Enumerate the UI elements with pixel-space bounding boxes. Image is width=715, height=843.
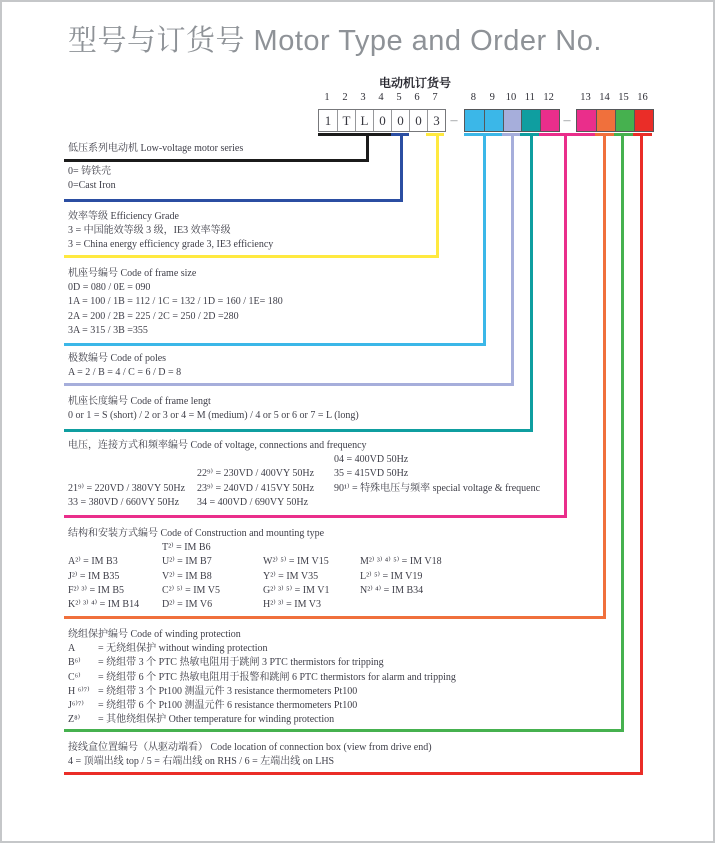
grid-cell: J²⁾ = IM B35 [68, 570, 120, 582]
page-title: 型号与订货号 Motor Type and Order No. [68, 25, 602, 57]
winding-code: C⁶⁾ [68, 671, 81, 683]
order-color-cell-8 [465, 110, 484, 131]
position-number-9: 9 [489, 92, 495, 103]
position-number-8: 8 [470, 92, 477, 103]
position-number-13: 13 [580, 92, 591, 103]
section-underline-efficiency [64, 255, 439, 258]
section-text-line: 3A = 315 / 3B =355 [68, 324, 148, 336]
winding-code: B⁶⁾ [68, 657, 81, 669]
order-color-cell-11 [521, 110, 540, 131]
section-title-frame-size: 机座号编号 Code of frame size [68, 268, 197, 279]
section-title-efficiency: 效率等级 Efficiency Grade [68, 211, 179, 222]
connector-line-poles [511, 133, 514, 386]
section-grid-row [68, 555, 442, 569]
order-color-cell-12 [540, 110, 559, 131]
grid-cell: K²⁾ ³⁾ ⁴⁾ = IM B14 [68, 598, 140, 610]
section-underline-frame-size [64, 343, 486, 346]
section-title-connection-box: 接线盒位置编号（从驱动端看） Code location of connection box (view from drive end) [68, 742, 432, 753]
position-number-11: 11 [524, 92, 535, 103]
model-char-cell-1: 1 [324, 112, 332, 128]
section-underline-frame-length [64, 429, 533, 432]
section-grid-row [68, 496, 367, 510]
section-text-line: 3 = China energy efficiency grade 3, IE3 efficiency [68, 239, 274, 251]
section-title-winding-protection: 绕组保护编号 Code of winding protection [68, 629, 241, 640]
model-char-cell-4: 0 [373, 110, 391, 131]
separator-dash-1: – [450, 113, 458, 128]
section-connection-box [68, 741, 432, 769]
winding-code: J⁶⁾⁷⁾ [68, 699, 84, 711]
model-code-boxes [318, 109, 446, 132]
winding-code: A [68, 643, 76, 655]
section-underline-cast-iron [64, 199, 403, 202]
connector-bar-voltage [539, 133, 595, 136]
grid-cell: H²⁾ ³⁾ = IM V3 [263, 598, 322, 610]
section-text-line: 2A = 200 / 2B = 225 / 2C = 250 / 2D =280 [68, 310, 239, 322]
order-color-cell-10 [503, 110, 522, 131]
grid-cell: F²⁾ ³⁾ = IM B5 [68, 584, 125, 596]
grid-cell: T²⁾ = IM B6 [162, 542, 211, 554]
grid-cell: 23⁹⁾ = 240VD / 415VY 50Hz [197, 482, 315, 494]
section-text-line: 0=Cast Iron [68, 180, 116, 192]
winding-description: = 其他绕组保护 Other temperature for winding protection [98, 714, 335, 726]
grid-cell: W²⁾ ⁵⁾ = IM V15 [263, 556, 329, 568]
position-number-5: 5 [396, 92, 402, 103]
section-grid-row [68, 482, 541, 496]
section-title-voltage: 电压，连接方式和频率编号 Code of voltage, connections and frequency [68, 440, 367, 451]
connector-line-connection-box [640, 133, 643, 775]
section-title-construction-mounting: 结构和安装方式编号 Code of Construction and mounting type [68, 528, 325, 539]
position-number-3: 3 [360, 92, 366, 103]
winding-code-row [68, 685, 358, 699]
grid-cell: G²⁾ ³⁾ ⁵⁾ = IM V1 [263, 584, 330, 596]
winding-code: H ⁶⁾⁷⁾ [68, 685, 90, 697]
grid-cell: A²⁾ = IM B3 [68, 556, 118, 568]
connector-line-cast-iron [400, 133, 403, 202]
section-grid-row [68, 584, 424, 598]
position-number-14: 14 [599, 92, 610, 103]
section-series [68, 142, 243, 156]
connector-bar-series [318, 133, 392, 136]
winding-code-row [68, 642, 268, 656]
order-color-cell-14 [596, 110, 615, 131]
grid-cell: V²⁾ = IM B8 [162, 570, 212, 582]
model-char-cell-3: L [355, 110, 373, 131]
section-grid-row [68, 570, 423, 584]
grid-cell: Y²⁾ = IM V35 [263, 570, 319, 582]
grid-cell: U²⁾ = IM B7 [162, 556, 212, 568]
winding-code-row [68, 699, 358, 713]
section-text-line: 3 = 中国能效等级 3 级，IE3 效率等级 [68, 225, 231, 237]
order-color-cell-15 [615, 110, 634, 131]
section-efficiency [68, 210, 273, 253]
order-color-cell-16 [634, 110, 653, 131]
section-underline-poles [64, 383, 514, 386]
connector-line-efficiency [436, 133, 439, 258]
section-voltage [68, 439, 541, 510]
section-poles [68, 352, 181, 380]
position-number-15: 15 [618, 92, 629, 103]
section-grid-row [68, 467, 409, 481]
grid-cell: C²⁾ ⁵⁾ = IM V5 [162, 584, 220, 596]
section-construction-mounting [68, 527, 442, 612]
connector-line-winding-protection [621, 133, 624, 732]
connector-line-series [366, 133, 369, 162]
connector-line-construction-mounting [603, 133, 606, 619]
position-number-2: 2 [342, 92, 348, 103]
grid-cell: 04 = 400VD 50Hz [334, 454, 409, 466]
grid-cell: 21⁹⁾ = 220VD / 380VY 50Hz [68, 482, 186, 494]
position-number-16: 16 [637, 92, 648, 103]
winding-description: = 绕组带 3 个 PTC 热敏电阻用于跳闸 3 PTC thermistors for tripping [98, 657, 384, 669]
connector-line-frame-size [483, 133, 486, 346]
order-code-boxes-group-a [464, 109, 560, 132]
section-text-line: A = 2 / B = 4 / C = 6 / D = 8 [68, 367, 182, 379]
winding-description: = 绕组带 6 个 PTC 热敏电阻用于报警和跳闸 6 PTC thermistors for alarm and tripping [98, 671, 456, 683]
order-no-label: 电动机订货号 [379, 76, 452, 90]
model-char-cell-6: 0 [409, 110, 427, 131]
section-text-line: 0D = 080 / 0E = 090 [68, 282, 151, 294]
grid-cell: M²⁾ ³⁾ ⁴⁾ ⁵⁾ = IM V18 [360, 556, 442, 568]
position-number-6: 6 [414, 92, 420, 103]
section-underline-winding-protection [64, 729, 624, 732]
winding-code-row [68, 713, 335, 727]
connector-bar-efficiency [426, 133, 444, 136]
section-title-frame-length: 机座长度编号 Code of frame lengt [68, 396, 211, 407]
section-frame-size [68, 267, 283, 338]
separator-dash-2: – [563, 113, 571, 128]
grid-cell: D²⁾ = IM V6 [162, 598, 213, 610]
grid-cell: 34 = 400VD / 690VY 50Hz [197, 496, 309, 508]
section-frame-length [68, 395, 359, 423]
position-number-1: 1 [324, 92, 330, 103]
winding-code-row [68, 656, 384, 670]
grid-cell: 33 = 380VD / 660VY 50Hz [68, 496, 180, 508]
winding-description: = 无绕组保护 without winding protection [98, 643, 268, 655]
section-underline-connection-box [64, 772, 643, 775]
model-char-cell-2: T [337, 110, 355, 131]
section-text-line: 0 or 1 = S (short) / 2 or 3 or 4 = M (medium) / 4 or 5 or 6 or 7 = L (long) [68, 410, 359, 422]
section-grid-row [68, 598, 324, 612]
winding-description: = 绕组带 6 个 Pt100 测温元件 6 resistance thermometers Pt100 [98, 699, 358, 711]
section-title-cast-iron: 0= 铸铁壳 [68, 166, 112, 177]
winding-code-row [68, 671, 456, 685]
section-winding-protection [68, 628, 456, 727]
order-color-cell-9 [484, 110, 503, 131]
winding-code: Z⁸⁾ [68, 714, 81, 726]
section-text-line: 4 = 顶端出线 top / 5 = 右端出线 on RHS / 6 = 左端出线 on LHS [68, 756, 335, 768]
model-char-cell-5: 0 [391, 110, 409, 131]
section-title-series: 低压系列电动机 Low-voltage motor series [68, 143, 244, 154]
grid-cell: 90¹⁾ = 特殊电压与频率 special voltage & frequenc [334, 482, 541, 494]
section-underline-construction-mounting [64, 616, 606, 619]
position-number-10: 10 [505, 92, 517, 103]
order-code-boxes-group-b [576, 109, 654, 132]
position-number-7: 7 [432, 92, 438, 103]
section-underline-series [64, 159, 369, 162]
grid-cell: N²⁾ ⁴⁾ = IM B34 [360, 584, 424, 596]
model-char-cell-7: 3 [427, 110, 445, 131]
position-number-12: 12 [543, 92, 554, 103]
connector-line-voltage [564, 133, 567, 518]
grid-cell: 35 = 415VD 50Hz [334, 468, 409, 480]
order-color-cell-13 [577, 110, 596, 131]
section-text-line: 1A = 100 / 1B = 112 / 1C = 132 / 1D = 160 / 1E= 180 [68, 296, 283, 308]
position-number-4: 4 [378, 92, 384, 103]
grid-cell: L²⁾ ⁵⁾ = IM V19 [360, 570, 423, 582]
section-cast-iron [68, 165, 116, 193]
winding-description: = 绕组带 3 个 Pt100 测温元件 3 resistance thermometers Pt100 [98, 685, 358, 697]
section-underline-voltage [64, 515, 567, 518]
grid-cell: 22⁹⁾ = 230VD / 400VY 50Hz [197, 468, 315, 480]
section-grid-row [68, 541, 324, 555]
section-grid-row [68, 453, 409, 467]
section-title-poles: 极数编号 Code of poles [68, 353, 167, 364]
connector-line-frame-length [530, 133, 533, 432]
